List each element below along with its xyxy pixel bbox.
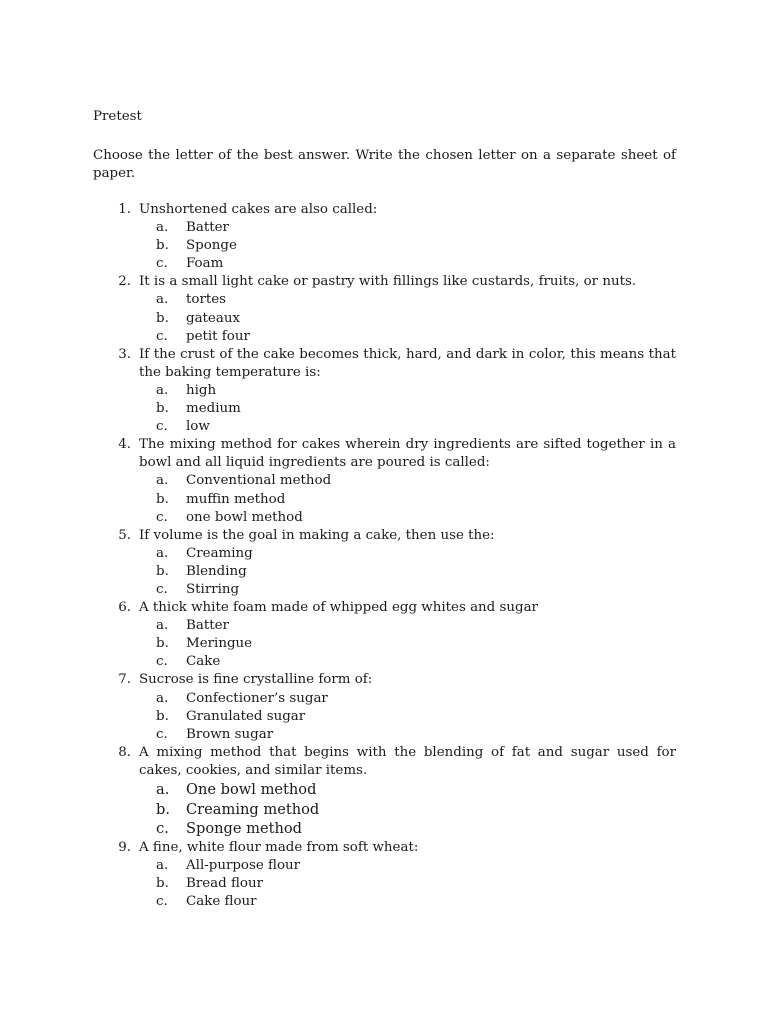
question-text: Sucrose is fine crystalline form of: (139, 672, 373, 688)
option-b (93, 708, 676, 726)
option-list (93, 617, 676, 671)
option-c (93, 418, 676, 436)
option-letter: b. (156, 708, 169, 724)
option-text: Stirring (186, 581, 240, 597)
option-letter: b. (156, 636, 169, 652)
option-b (93, 875, 676, 893)
option-letter: a. (156, 781, 170, 798)
option-letter: b. (156, 310, 169, 326)
option-text: muffin method (186, 491, 286, 507)
option-text: high (186, 382, 217, 398)
option-list (93, 545, 676, 599)
option-a (93, 545, 676, 563)
option-text: Brown sugar (186, 726, 274, 742)
option-a (93, 219, 676, 237)
option-list (93, 382, 676, 436)
option-text: tortes (186, 292, 227, 308)
option-text: Confectioner’s sugar (186, 690, 328, 706)
option-list (93, 857, 676, 911)
question-2 (93, 273, 676, 345)
option-letter: a. (156, 857, 169, 873)
question-text: If volume is the goal in making a cake, then use the: (139, 527, 495, 543)
option-letter: a. (156, 690, 169, 706)
option-c (93, 328, 676, 346)
question-6 (93, 599, 676, 671)
instructions-text: Choose the letter of the best answer. Write the chosen letter on a separate sheet of paper. (93, 148, 676, 182)
question-9 (93, 839, 676, 911)
option-c (93, 653, 676, 671)
option-a (93, 617, 676, 635)
question-text: The mixing method for cakes wherein dry ingredients are sifted together in a bowl and all liquid ingredients are poured is called: (139, 437, 676, 471)
option-text: Sponge (186, 238, 237, 254)
option-a (93, 291, 676, 309)
question-number: 6. (118, 600, 131, 616)
option-letter: b. (156, 238, 169, 254)
option-text: low (186, 419, 210, 435)
option-letter: a. (156, 382, 169, 398)
question-number: 7. (118, 672, 131, 688)
question-number: 3. (118, 346, 131, 362)
option-letter: a. (156, 220, 169, 236)
option-letter: b. (156, 401, 169, 417)
option-a (93, 857, 676, 875)
question-number: 5. (118, 527, 131, 543)
option-c (93, 726, 676, 744)
option-text: Cake (186, 654, 221, 670)
question-4 (93, 436, 676, 526)
option-b (93, 800, 676, 820)
question-5 (93, 527, 676, 599)
option-text: Batter (186, 618, 229, 634)
option-a (93, 472, 676, 490)
option-b (93, 237, 676, 255)
option-text: petit four (186, 328, 250, 344)
option-letter: b. (156, 563, 169, 579)
question-8 (93, 744, 676, 839)
option-text: Creaming (186, 545, 253, 561)
question-number: 9. (118, 839, 131, 855)
option-list (93, 472, 676, 526)
option-b (93, 563, 676, 581)
question-text: A fine, white flour made from soft wheat: (139, 839, 419, 855)
option-letter: c. (156, 820, 169, 838)
option-a (93, 690, 676, 708)
question-number: 8. (118, 744, 131, 760)
question-list (93, 201, 676, 911)
question-text: If the crust of the cake becomes thick, hard, and dark in color, this means that the baking temperature is: (139, 346, 676, 380)
option-letter: c. (156, 726, 168, 742)
option-text: Meringue (186, 636, 253, 652)
option-text: Conventional method (186, 473, 332, 489)
option-text: one bowl method (186, 509, 303, 525)
option-text: Cake flour (186, 894, 257, 910)
option-text: Sponge method (186, 820, 303, 838)
question-text: A thick white foam made of whipped egg whites and sugar (139, 600, 538, 616)
option-letter: b. (156, 875, 169, 891)
option-letter: a. (156, 473, 169, 489)
option-list (93, 219, 676, 273)
option-b (93, 491, 676, 509)
question-1 (93, 201, 676, 273)
option-list (93, 780, 676, 839)
option-letter: c. (156, 894, 168, 910)
question-3 (93, 346, 676, 436)
question-number: 1. (118, 202, 131, 217)
option-letter: a. (156, 618, 169, 634)
option-letter: c. (156, 419, 168, 435)
option-text: Creaming method (186, 800, 320, 818)
question-7 (93, 671, 676, 743)
option-letter: c. (156, 328, 168, 344)
question-number: 2. (118, 274, 131, 290)
option-text: All-purpose flour (186, 857, 301, 873)
option-letter: c. (156, 509, 168, 525)
option-text: Batter (186, 220, 229, 236)
option-text: Foam (186, 256, 224, 272)
question-text: A mixing method that begins with the blending of fat and sugar used for cakes, cookies, and similar items. (139, 744, 676, 778)
option-letter: b. (156, 491, 169, 507)
option-letter: c. (156, 581, 168, 597)
question-text: Unshortened cakes are also called: (139, 202, 378, 217)
option-text: Granulated sugar (186, 708, 306, 724)
option-b (93, 310, 676, 328)
option-letter: b. (156, 800, 170, 818)
option-c (93, 893, 676, 911)
option-list (93, 690, 676, 744)
option-c (93, 581, 676, 599)
option-a (93, 780, 676, 800)
option-text: One bowl method (186, 781, 317, 798)
option-c (93, 509, 676, 527)
option-letter: a. (156, 292, 169, 308)
option-text: medium (186, 401, 241, 417)
question-text: It is a small light cake or pastry with fillings like custards, fruits, or nuts. (139, 274, 637, 290)
option-b (93, 400, 676, 418)
question-number: 4. (118, 437, 131, 453)
option-b (93, 635, 676, 653)
document-title: Pretest (93, 109, 142, 124)
option-letter: c. (156, 256, 168, 272)
option-a (93, 382, 676, 400)
option-text: gateaux (186, 310, 241, 326)
option-c (93, 819, 676, 839)
option-letter: c. (156, 654, 168, 670)
option-letter: a. (156, 545, 169, 561)
option-c (93, 255, 676, 273)
option-list (93, 291, 676, 345)
option-text: Blending (186, 563, 247, 579)
option-text: Bread flour (186, 875, 263, 891)
